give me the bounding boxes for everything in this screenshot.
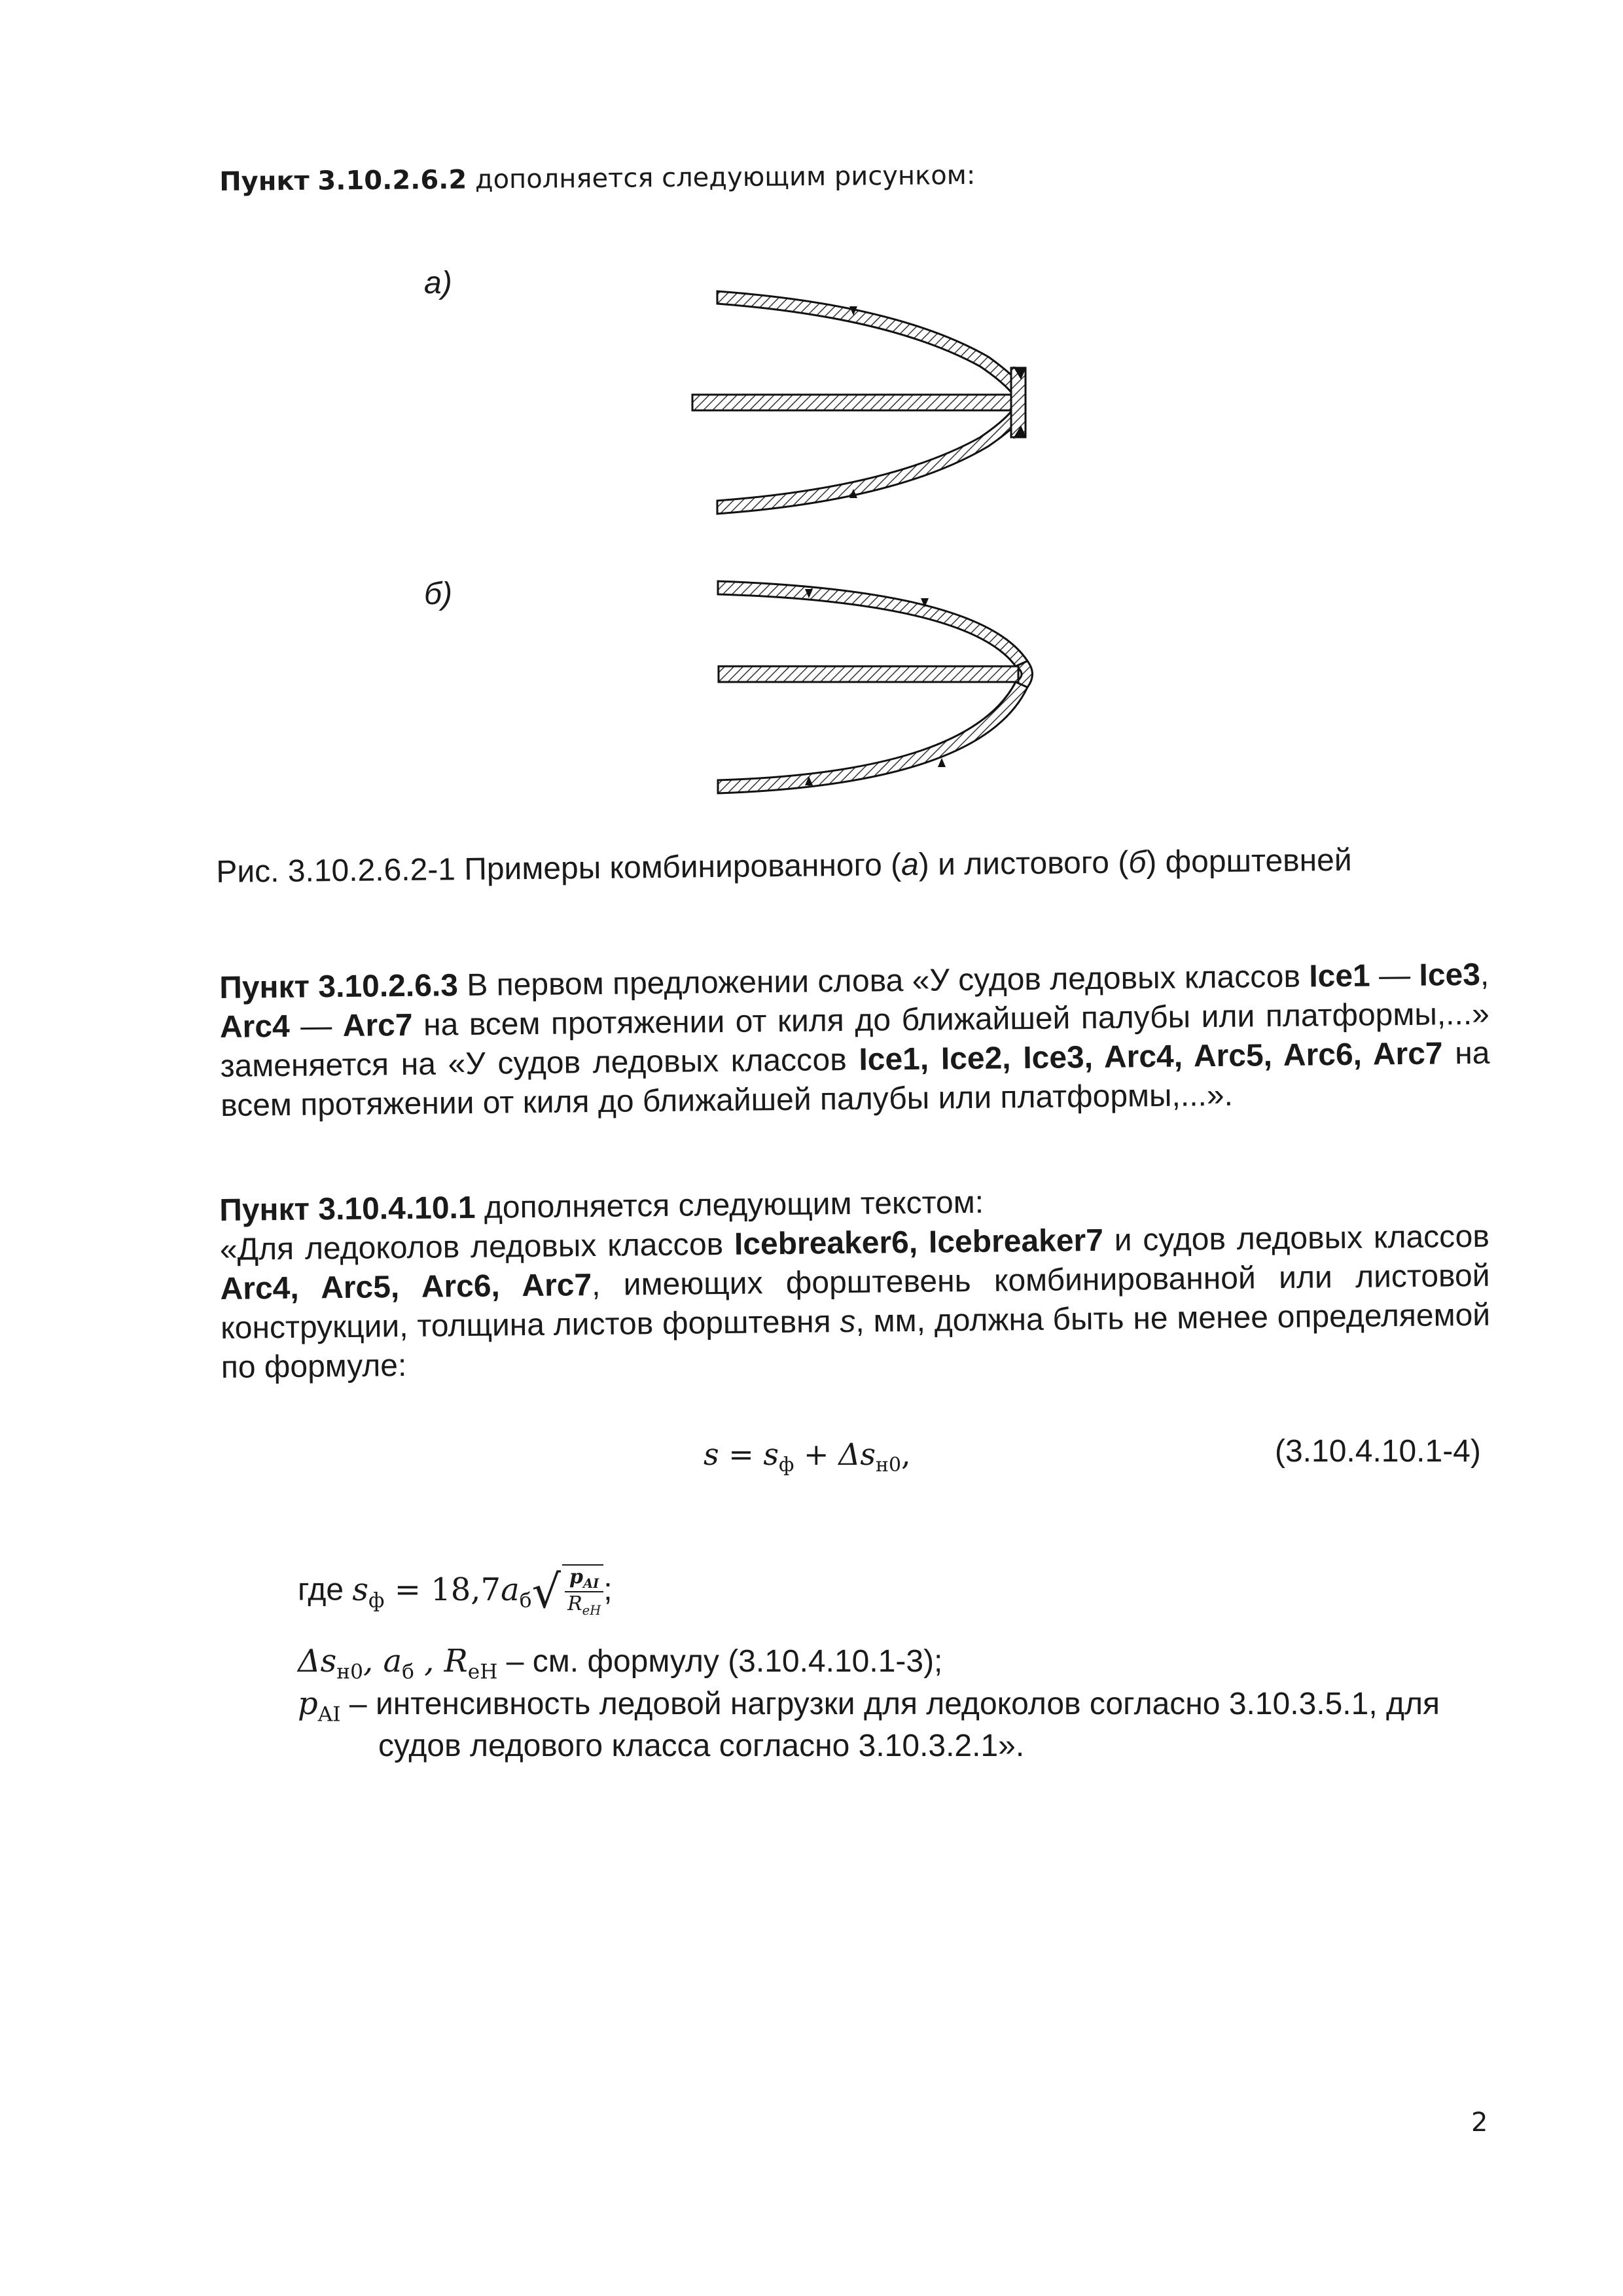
figure-label-a: а) [424,266,452,300]
where-line-4: судов ледового класса согласно 3.10.3.2.1». [378,1729,1025,1763]
paragraph-3-10-4-10-1 [219,1178,1491,1388]
fraction: $\frac{p_{AI}}{R_{eH}}$ [565,1566,603,1618]
sqrt-sign: √ [531,1564,562,1619]
figure-b-plate-stem [718,581,1033,793]
heading-prefix: Пункт [219,166,310,197]
paragraph-2-body: «Для ледоколов ледовых классов Icebreaker6, Icebreaker7 и судов ледовых классов Arc4, Arc5, Arc6, Arc7, имеющих форштевень комбинированной или листовой конструкции, толщина листов форштевня s, мм, должна быть не менее определяемой по формуле: [219,1219,1491,1385]
formula-number: (3.10.4.10.1-4) [1275,1434,1481,1469]
paragraph-2-heading-line: Пункт 3.10.4.10.1 дополняется следующим текстом: [219,1185,984,1228]
heading-number: 3.10.2.6.2 [317,164,467,196]
figure-label-b: б) [424,577,452,611]
where-line-3: $p_{AI}$ – интенсивность ледовой нагрузки для ледоколов согласно 3.10.3.5.1, для [298,1685,1440,1727]
paragraph-3-10-2-6-3: Пункт 3.10.2.6.3 В первом предложении слова «У судов ледовых классов Ice1 — Ice3, Arc4 — Arc7 на всем протяжении от киля до ближайшей палубы или платформы,...» заменяется на «У судов ледовых классов Ice1, Ice2, Ice3, Arc4, Arc5, Arc6, Arc7 на всем протяжении от киля до ближайшей палубы или платформы,...». [219,957,1490,1123]
page-number: 2 [1471,2108,1488,2138]
figure-caption: Рис. 3.10.2.6.2-1 Примеры комбинированного (а) и листового (б) форштевней [216,842,1352,889]
stem-figure [681,275,1073,812]
where-line-1: где $s_ф = 18,7a_б√$ $\frac{p_{AI}}{R_{eH}}$ ; [298,1564,613,1619]
heading-text: дополняется следующим рисунком: [467,160,976,195]
formula-main: $s = s_ф + \Delta s_{н0}$, [704,1437,911,1477]
where-line-2: $\Delta s_{н0}$, $a_б$ , $R_{eH}$ – см. формулу (3.10.4.10.1-3); [298,1643,943,1684]
section-heading [219,160,976,197]
figure-a-combined-stem [692,291,1026,514]
